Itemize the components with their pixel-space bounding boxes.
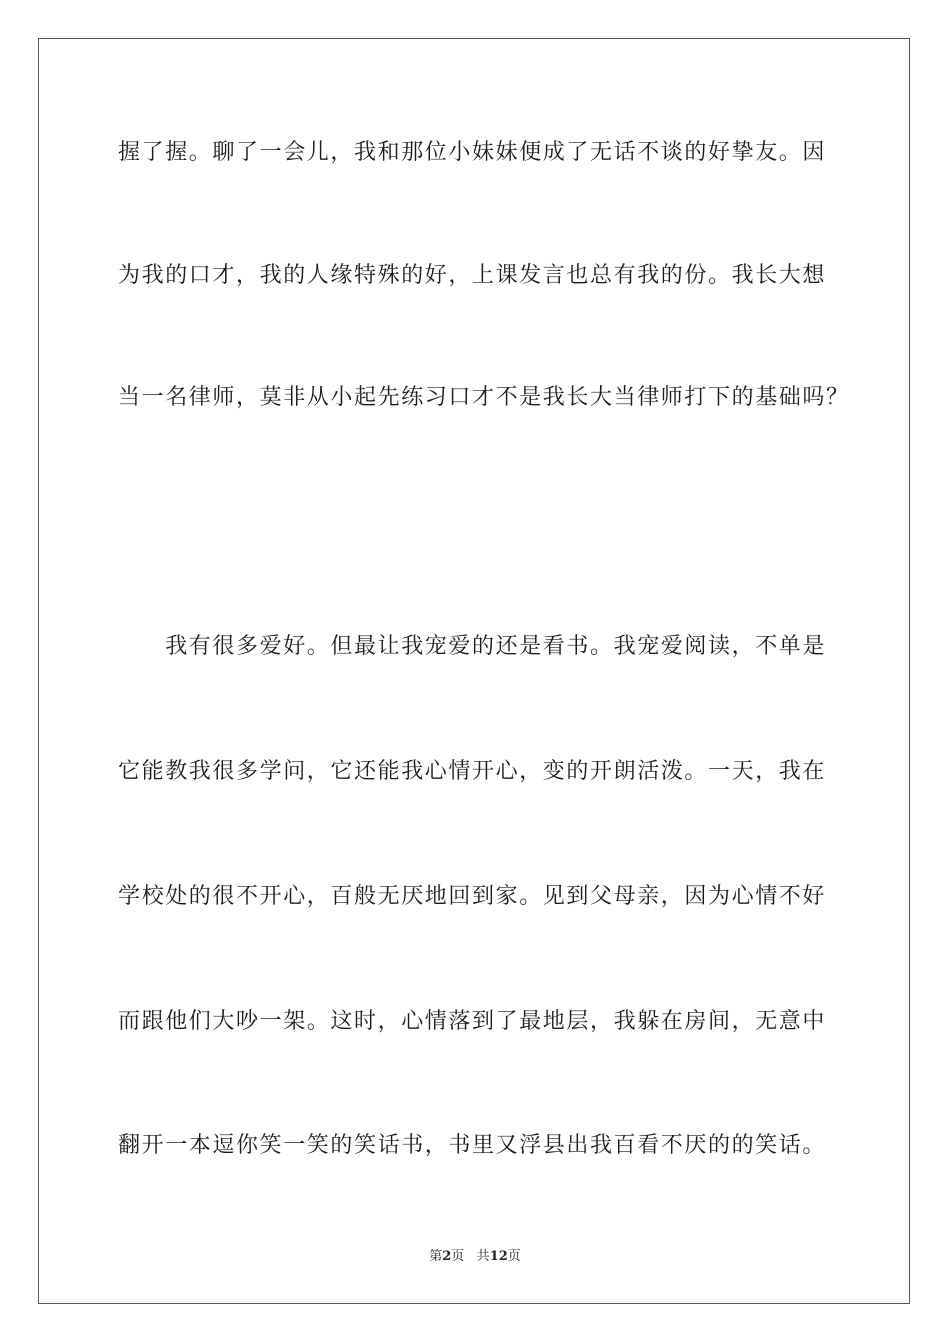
text-line: 为我的口才，我的人缘特殊的好，上课发言也总有我的份。我长大想 <box>118 263 827 288</box>
total-page-number: 12 <box>489 1249 508 1264</box>
text-line: 它能教我很多学问，它还能我心情开心，变的开朗活泼。一天，我在 <box>118 759 827 784</box>
text-line: 当一名律师，莫非从小起先练习口才不是我长大当律师打下的基础吗？ <box>118 385 850 410</box>
text-line: 握了握。聊了一会儿，我和那位小妹妹便成了无话不谈的好挚友。因 <box>118 140 827 165</box>
total-label-prefix: 共 <box>476 1249 490 1264</box>
text-line: 学校处的很不开心，百般无厌地回到家。见到父母亲，因为心情不好 <box>118 884 827 909</box>
page-label-prefix: 第 <box>429 1249 443 1264</box>
text-line: 我有很多爱好。但最让我宠爱的还是看书。我宠爱阅读，不单是 <box>118 634 827 659</box>
text-line: 而跟他们大吵一架。这时，心情落到了最地层，我躲在房间，无意中 <box>118 1009 827 1034</box>
text-line: 翻开一本逗你笑一笑的笑话书，书里又浮县出我百看不厌的的笑话。 <box>118 1133 827 1158</box>
current-page-number: 2 <box>442 1249 452 1264</box>
page-label-suffix: 页 <box>451 1249 465 1264</box>
total-label-suffix: 页 <box>507 1249 521 1264</box>
page-border <box>38 38 910 1304</box>
page-footer <box>0 1248 950 1266</box>
